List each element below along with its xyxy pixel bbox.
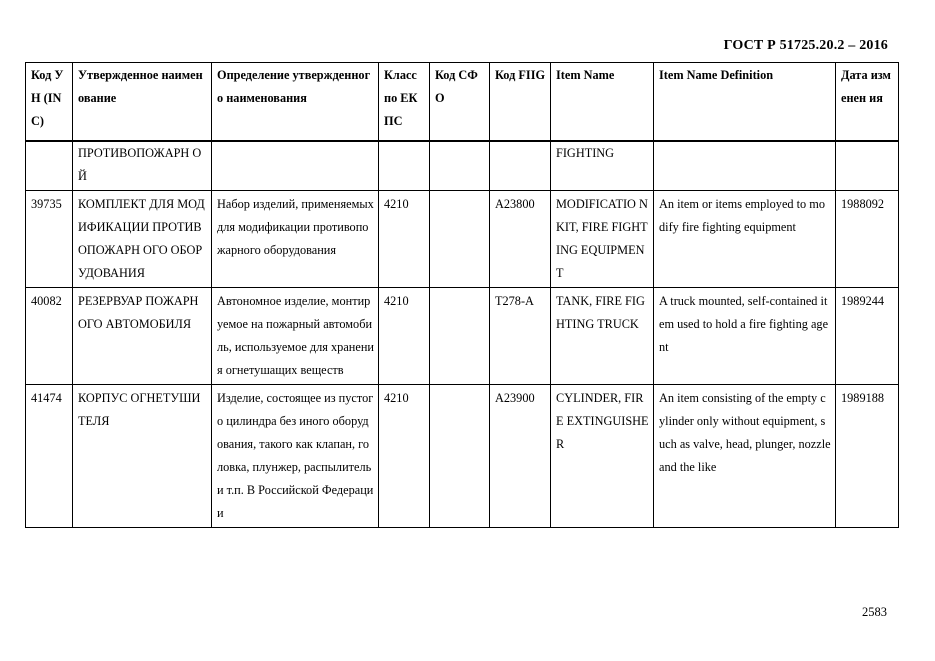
cell-sfo [430,141,490,191]
cell-fiig: A23800 [490,191,551,288]
col-header-inc: Код УН (INC) [26,63,73,142]
table-row [26,385,899,528]
table-row [26,288,899,385]
cell-date [836,141,899,191]
cell-inc: 41474 [26,385,73,528]
col-header-name: Утвержденное наименование [73,63,212,142]
cell-definition: Набор изделий, применяемых для модификации противопожарного оборудования [212,191,379,288]
table-header-row [26,63,899,142]
cell-inc: 39735 [26,191,73,288]
cell-sfo [430,385,490,528]
col-header-definition: Определение утвержденного наименования [212,63,379,142]
cell-item-name: FIGHTING [551,141,654,191]
cell-date: 1989188 [836,385,899,528]
col-header-sfo: Код СФО [430,63,490,142]
cell-item-name: MODIFICATIO N KIT, FIRE FIGHTING EQUIPMENT [551,191,654,288]
cell-name: ПРОТИВОПОЖАРН ОЙ [73,141,212,191]
cell-item-def: A truck mounted, self-contained item used to hold a fire fighting agent [654,288,836,385]
document-title: ГОСТ Р 51725.20.2 – 2016 [723,38,888,53]
cell-fiig: A23900 [490,385,551,528]
cell-definition: Изделие, состоящее из пустого цилиндра без иного оборудования, такого как клапан, головка, плунжер, распылитель и т.п. В Российской Федерации [212,385,379,528]
cell-name: КОМПЛЕКТ ДЛЯ МОДИФИКАЦИИ ПРОТИВОПОЖАРН ОГО ОБОРУДОВАНИЯ [73,191,212,288]
cell-sfo [430,288,490,385]
col-header-date: Дата изменен ия [836,63,899,142]
cell-ekps: 4210 [379,288,430,385]
table-row [26,191,899,288]
cell-definition [212,141,379,191]
cell-ekps [379,141,430,191]
cell-inc: 40082 [26,288,73,385]
cell-item-def: An item consisting of the empty cylinder only without equipment, such as valve, head, plunger, nozzle and the like [654,385,836,528]
cell-date: 1989244 [836,288,899,385]
cell-date: 1988092 [836,191,899,288]
cell-ekps: 4210 [379,385,430,528]
cell-sfo [430,191,490,288]
cell-item-name: TANK, FIRE FIGHTING TRUCK [551,288,654,385]
cell-definition: Автономное изделие, монтируемое на пожарный автомобиль, используемое для хранения огнетушащих веществ [212,288,379,385]
nomenclature-table [25,62,899,528]
cell-name: РЕЗЕРВУАР ПОЖАРНОГО АВТОМОБИЛЯ [73,288,212,385]
cell-fiig [490,141,551,191]
cell-inc [26,141,73,191]
col-header-ekps: Класс по ЕКПС [379,63,430,142]
page-number: 2583 [862,605,887,619]
table-row [26,141,899,191]
cell-item-def: An item or items employed to modify fire fighting equipment [654,191,836,288]
cell-fiig: T278-A [490,288,551,385]
col-header-item-def: Item Name Definition [654,63,836,142]
col-header-fiig: Код FIIG [490,63,551,142]
cell-item-name: CYLINDER, FIRE EXTINGUISHE R [551,385,654,528]
col-header-item-name: Item Name [551,63,654,142]
cell-name: КОРПУС ОГНЕТУШИТЕЛЯ [73,385,212,528]
cell-item-def [654,141,836,191]
cell-ekps: 4210 [379,191,430,288]
